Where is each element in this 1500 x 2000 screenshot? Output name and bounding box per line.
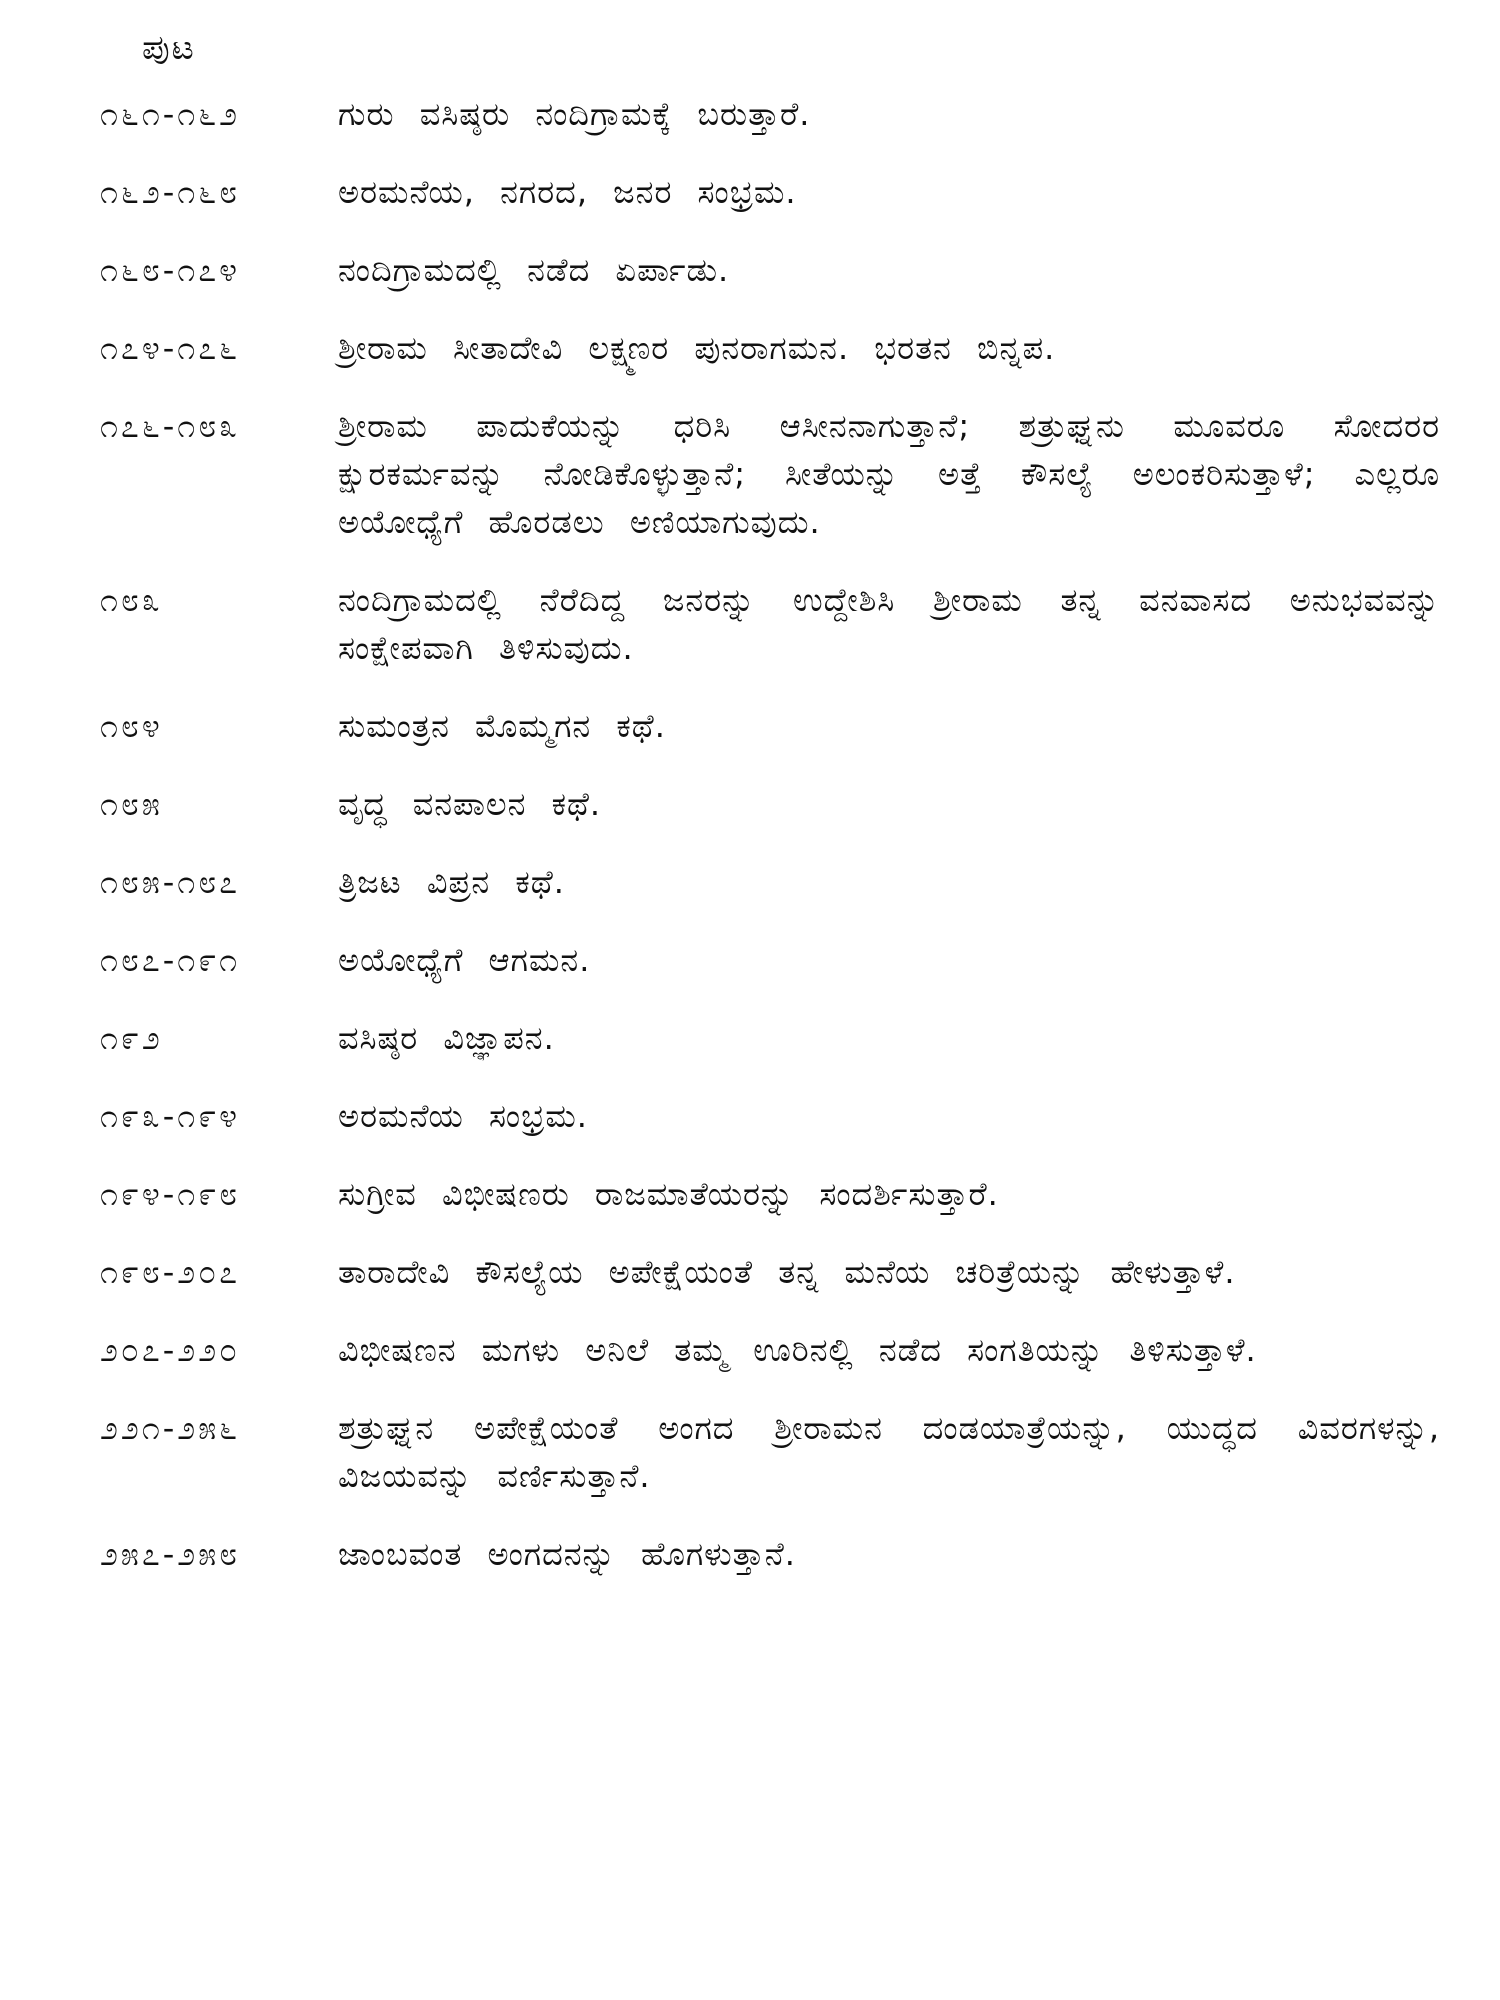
entry-description: ಜಾಂಬವಂತ ಅಂಗದನನ್ನು ಹೊಗಳುತ್ತಾನೆ. — [338, 1535, 796, 1573]
page-column-heading: ಪುಟ — [142, 28, 196, 68]
entry-description: ಸುಮಂತ್ರನ ಮೊಮ್ಮಗನ ಕಥೆ. — [338, 707, 666, 745]
entry-description: ಗುರು ವಸಿಷ್ಠರು ನಂದಿಗ್ರಾಮಕ್ಕೆ ಬರುತ್ತಾರೆ. — [338, 95, 811, 133]
contents-entry — [100, 1404, 1440, 1500]
page-range: ೧೮೫-೧೮೭ — [100, 863, 241, 901]
contents-entry — [100, 246, 1440, 294]
entry-description: ಶ್ರೀರಾಮ ಪಾದುಕೆಯನ್ನು ಧರಿಸಿ ಆಸೀನನಾಗುತ್ತಾನೆ; ಶತ್ರುಘ್ನನು ಮೂವರೂ ಸೋದರರ ಕ್ಷುರಕರ್ಮವನ್ನು ನೋಡಿಕೊಳ್ಳುತ್ತಾನೆ; ಸೀತೆಯನ್ನು ಅತ್ತೆ ಕೌಸಲ್ಯೆ ಅಲಂಕರಿಸುತ್ತಾಳೆ; ಎಲ್ಲರೂ ಅಯೋಧ್ಯೆಗೆ ಹೊರಡಲು ಅಣಿಯಾಗುವುದು. — [338, 407, 1440, 541]
entry-description: ವಸಿಷ್ಠರ ವಿಜ್ಞಾಪನ. — [338, 1019, 555, 1057]
contents-entry — [100, 576, 1440, 672]
entry-description: ಅರಮನೆಯ ಸಂಭ್ರಮ. — [338, 1097, 588, 1135]
entry-description: ನಂದಿಗ್ರಾಮದಲ್ಲಿ ನೆರೆದಿದ್ದ ಜನರನ್ನು ಉದ್ದೇಶಿಸಿ ಶ್ರೀರಾಮ ತನ್ನ ವನವಾಸದ ಅನುಭವವನ್ನು ಸಂಕ್ಷೇಪವಾಗಿ ತಿಳಿಸುವುದು. — [338, 581, 1440, 667]
page-range: ೧೬೨-೧೬೮ — [100, 173, 241, 211]
entry-description: ಅರಮನೆಯ, ನಗರದ, ಜನರ ಸಂಭ್ರಮ. — [338, 173, 797, 211]
entry-description: ನಂದಿಗ್ರಾಮದಲ್ಲಿ ನಡೆದ ಏರ್ಪಾಡು. — [338, 251, 730, 289]
contents-entry — [100, 1530, 1440, 1578]
contents-entry — [100, 402, 1440, 546]
page-range: ೨೨೧-೨೫೬ — [100, 1409, 241, 1447]
contents-entry — [100, 1170, 1440, 1218]
page-range: ೨೫೭-೨೫೮ — [100, 1535, 241, 1573]
entry-description: ವಿಭೀಷಣನ ಮಗಳು ಅನಿಲೆ ತಮ್ಮ ಊರಿನಲ್ಲಿ ನಡೆದ ಸಂಗತಿಯನ್ನು ತಿಳಿಸುತ್ತಾಳೆ. — [338, 1331, 1257, 1369]
entry-description: ತ್ರಿಜಟ ವಿಪ್ರನ ಕಥೆ. — [338, 863, 565, 901]
entry-description: ಶ್ರೀರಾಮ ಸೀತಾದೇವಿ ಲಕ್ಷ್ಮಣರ ಪುನರಾಗಮನ. ಭರತನ ಬಿನ್ನಪ. — [338, 329, 1056, 367]
page-range: ೨೦೭-೨೨೦ — [100, 1331, 241, 1369]
page-range: ೧೮೭-೧೯೧ — [100, 941, 241, 979]
page-range: ೧೭೪-೧೭೬ — [100, 329, 241, 367]
contents-entry — [100, 858, 1440, 906]
page-range: ೧೮೩ — [100, 581, 163, 619]
contents-entry — [100, 1248, 1440, 1296]
contents-entry — [100, 936, 1440, 984]
contents-entry — [100, 1092, 1440, 1140]
page-range: ೧೯೩-೧೯೪ — [100, 1097, 241, 1135]
entry-description: ಸುಗ್ರೀವ ವಿಭೀಷಣರು ರಾಜಮಾತೆಯರನ್ನು ಸಂದರ್ಶಿಸುತ್ತಾರೆ. — [338, 1175, 999, 1213]
entry-description: ವೃದ್ಧ ವನಪಾಲನ ಕಥೆ. — [338, 785, 602, 823]
entry-description: ಅಯೋಧ್ಯೆಗೆ ಆಗಮನ. — [338, 941, 591, 979]
page-range: ೧೮೫ — [100, 785, 163, 823]
page-range: ೧೭೬-೧೮೩ — [100, 407, 241, 445]
contents-entry — [100, 90, 1440, 138]
entry-description: ಶತ್ರುಘ್ನನ ಅಪೇಕ್ಷೆಯಂತೆ ಅಂಗದ ಶ್ರೀರಾಮನ ದಂಡಯಾತ್ರೆಯನ್ನು, ಯುದ್ಧದ ವಿವರಗಳನ್ನು, ವಿಜಯವನ್ನು ವರ್ಣಿಸುತ್ತಾನೆ. — [338, 1409, 1440, 1495]
page-range: ೧೯೪-೧೯೮ — [100, 1175, 241, 1213]
page-range: ೧೮೪ — [100, 707, 163, 745]
contents-entry — [100, 1014, 1440, 1062]
page-range: ೧೯೮-೨೦೭ — [100, 1253, 241, 1291]
contents-entry — [100, 168, 1440, 216]
page-range: ೧೬೧-೧೬೨ — [100, 95, 241, 133]
page-range: ೧೯೨ — [100, 1019, 163, 1057]
contents-entry — [100, 1326, 1440, 1374]
entry-description: ತಾರಾದೇವಿ ಕೌಸಲ್ಯೆಯ ಅಪೇಕ್ಷೆಯಂತೆ ತನ್ನ ಮನೆಯ ಚರಿತ್ರೆಯನ್ನು ಹೇಳುತ್ತಾಳೆ. — [338, 1253, 1236, 1291]
contents-list — [100, 90, 1440, 1608]
contents-entry — [100, 780, 1440, 828]
contents-entry — [100, 324, 1440, 372]
contents-entry — [100, 702, 1440, 750]
page-range: ೧೬೮-೧೭೪ — [100, 251, 241, 289]
